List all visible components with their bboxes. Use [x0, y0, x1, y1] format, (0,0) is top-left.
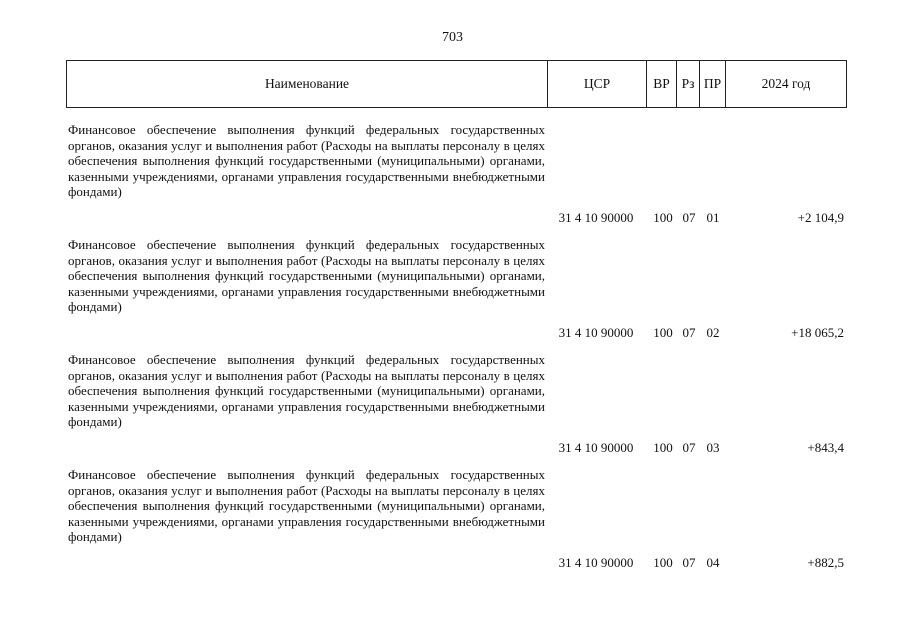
header-csr: ЦСР	[548, 61, 647, 108]
row-rz: 07	[682, 555, 696, 571]
row-amount: +2 104,9	[797, 210, 844, 226]
table-row	[66, 237, 846, 341]
table-row	[66, 122, 846, 226]
header-year: 2024 год	[726, 61, 847, 108]
row-name: Финансовое обеспечение выполнения функций федеральных государственных органов, оказания услуг и выполнения работ (Расходы на выплаты персоналу в целях обеспечения выполнения функций государственными (муниципальными) органами, казенными учреждениями, органами управления государственными внебюджетными фондами)	[68, 467, 545, 545]
row-vr: 100	[653, 440, 673, 456]
row-vr: 100	[653, 325, 673, 341]
header-rz: Рз	[677, 61, 700, 108]
table-row	[66, 467, 846, 571]
row-pr: 01	[706, 210, 720, 226]
row-name: Финансовое обеспечение выполнения функций федеральных государственных органов, оказания услуг и выполнения работ (Расходы на выплаты персоналу в целях обеспечения выполнения функций государственными (муниципальными) органами, казенными учреждениями, органами управления государственными внебюджетными фондами)	[68, 122, 545, 200]
row-csr: 31 4 10 90000	[558, 325, 634, 341]
row-csr: 31 4 10 90000	[558, 210, 634, 226]
row-csr: 31 4 10 90000	[558, 440, 634, 456]
row-pr: 02	[706, 325, 720, 341]
header-pr: ПР	[700, 61, 726, 108]
header-name: Наименование	[67, 61, 548, 108]
row-csr: 31 4 10 90000	[558, 555, 634, 571]
row-amount: +18 065,2	[791, 325, 844, 341]
header-vr: ВР	[647, 61, 677, 108]
table-header	[66, 60, 847, 108]
row-pr: 03	[706, 440, 720, 456]
row-vr: 100	[653, 555, 673, 571]
row-name: Финансовое обеспечение выполнения функций федеральных государственных органов, оказания услуг и выполнения работ (Расходы на выплаты персоналу в целях обеспечения выполнения функций государственными (муниципальными) органами, казенными учреждениями, органами управления государственными внебюджетными фондами)	[68, 237, 545, 315]
row-amount: +882,5	[807, 555, 844, 571]
row-pr: 04	[706, 555, 720, 571]
page-number: 703	[442, 30, 463, 45]
row-rz: 07	[682, 210, 696, 226]
table-row	[66, 352, 846, 456]
row-rz: 07	[682, 325, 696, 341]
row-vr: 100	[653, 210, 673, 226]
row-rz: 07	[682, 440, 696, 456]
row-name: Финансовое обеспечение выполнения функций федеральных государственных органов, оказания услуг и выполнения работ (Расходы на выплаты персоналу в целях обеспечения выполнения функций государственными (муниципальными) органами, казенными учреждениями, органами управления государственными внебюджетными фондами)	[68, 352, 545, 430]
row-amount: +843,4	[807, 440, 844, 456]
